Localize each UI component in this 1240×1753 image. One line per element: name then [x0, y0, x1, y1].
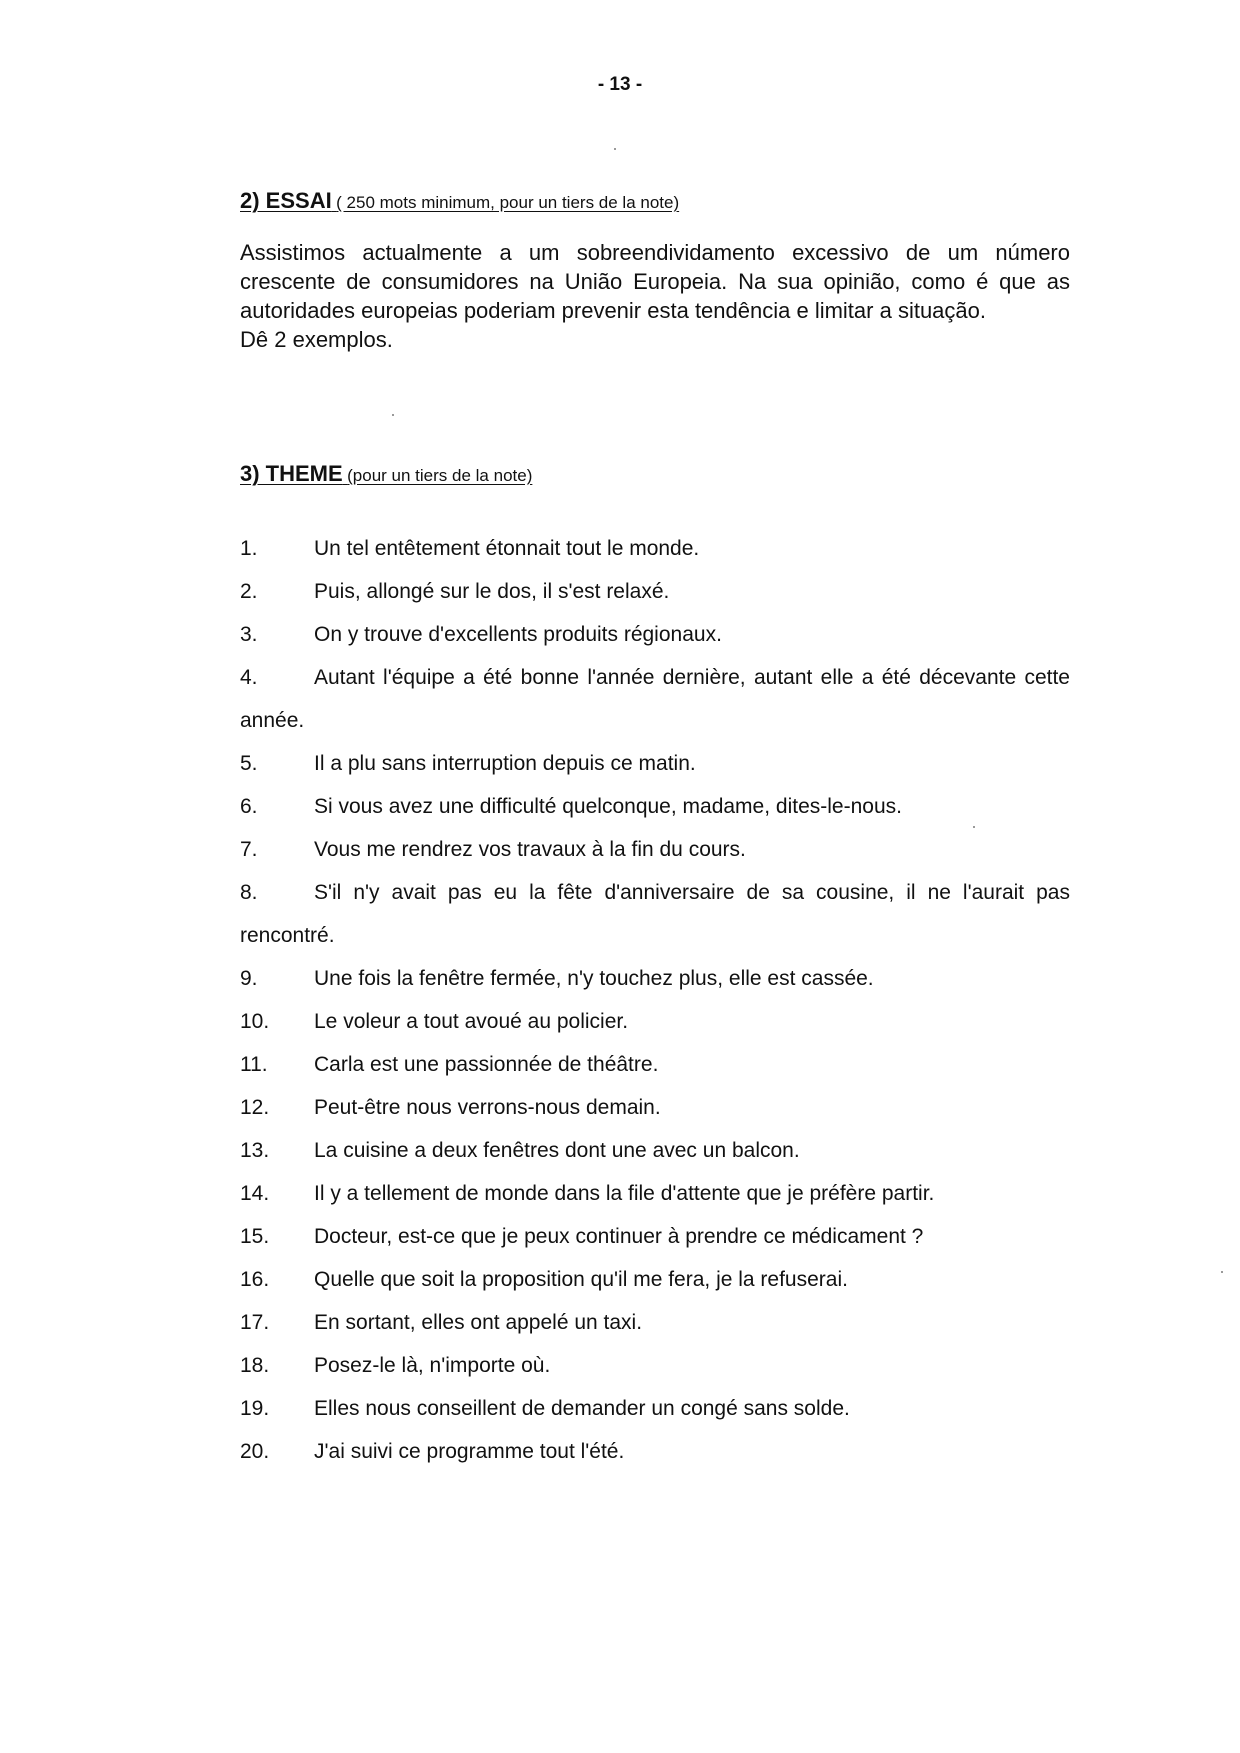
sentence-item: [240, 1215, 1070, 1258]
sentence-item: [240, 1086, 1070, 1129]
sentence-number: 4.: [240, 666, 258, 689]
sentence-number: 10.: [240, 1010, 270, 1033]
sentence-item: [240, 871, 1070, 957]
sentence-item: [240, 1172, 1070, 1215]
sentence-number: 18.: [240, 1354, 270, 1377]
sentence-text: Posez-le là, n'importe où.: [314, 1354, 551, 1377]
sentence-text: On y trouve d'excellents produits régionaux.: [314, 623, 722, 646]
theme-title: 3) THEME: [240, 461, 343, 486]
sentence-item: [240, 1301, 1070, 1344]
sentence-item: [240, 742, 1070, 785]
sentence-text: Il a plu sans interruption depuis ce matin.: [314, 752, 696, 775]
sentence-number: 9.: [240, 967, 258, 990]
scan-speck: [1221, 1271, 1223, 1273]
scan-speck: [392, 414, 394, 416]
essai-subtitle: ( 250 mots minimum, pour un tiers de la note): [336, 193, 680, 212]
sentence-item: [240, 957, 1070, 1000]
sentence-item: [240, 527, 1070, 570]
sentence-number: 1.: [240, 537, 258, 560]
scan-speck: [614, 148, 616, 150]
sentence-number: 14.: [240, 1182, 270, 1205]
sentence-number: 19.: [240, 1397, 270, 1420]
sentence-text: Si vous avez une difficulté quelconque, madame, dites-le-nous.: [314, 795, 902, 818]
sentence-item: [240, 1129, 1070, 1172]
sentence-number: 15.: [240, 1225, 270, 1248]
essai-instruction: Dê 2 exemplos.: [240, 327, 393, 352]
sentence-text: Le voleur a tout avoué au policier.: [314, 1010, 629, 1033]
essai-heading: [240, 188, 679, 214]
sentence-text: Docteur, est-ce que je peux continuer à prendre ce médicament ?: [314, 1225, 924, 1248]
theme-subtitle: (pour un tiers de la note): [347, 466, 533, 485]
sentence-text: Puis, allongé sur le dos, il s'est relaxé.: [314, 580, 670, 603]
sentence-item: [240, 1344, 1070, 1387]
sentence-text: Une fois la fenêtre fermée, n'y touchez plus, elle est cassée.: [314, 967, 874, 990]
essai-question: Assistimos actualmente a um sobreendividamento excessivo de um número crescente de consumidores na União Europeia. Na sua opinião, como é que as autoridades europeias poderiam prevenir esta tendência e limitar a situação.: [240, 240, 1070, 323]
sentence-number: 5.: [240, 752, 258, 775]
sentence-number: 8.: [240, 881, 258, 904]
sentence-text: Vous me rendrez vos travaux à la fin du cours.: [314, 838, 746, 861]
sentence-item: [240, 785, 1070, 828]
sentence-text: J'ai suivi ce programme tout l'été.: [314, 1440, 625, 1463]
sentence-item: [240, 1043, 1070, 1086]
sentence-item: [240, 1258, 1070, 1301]
essai-body: [240, 238, 1070, 354]
sentence-text: Carla est une passionnée de théâtre.: [314, 1053, 659, 1076]
sentence-number: 17.: [240, 1311, 270, 1334]
sentence-item: [240, 1387, 1070, 1430]
sentence-number: 11.: [240, 1053, 268, 1076]
sentence-number: 13.: [240, 1139, 270, 1162]
sentence-text: S'il n'y avait pas eu la fête d'anniversaire de sa cousine, il ne l'aurait pas rencontré.: [240, 881, 1070, 947]
sentence-text: Peut-être nous verrons-nous demain.: [314, 1096, 661, 1119]
sentence-text: Un tel entêtement étonnait tout le monde.: [314, 537, 700, 560]
sentence-item: [240, 570, 1070, 613]
sentence-number: 20.: [240, 1440, 270, 1463]
essai-title: 2) ESSAI: [240, 188, 332, 213]
sentence-number: 7.: [240, 838, 258, 861]
sentence-number: 2.: [240, 580, 258, 603]
sentence-text: Autant l'équipe a été bonne l'année dernière, autant elle a été décevante cette année.: [240, 666, 1070, 732]
sentence-item: [240, 1430, 1070, 1473]
sentence-text: En sortant, elles ont appelé un taxi.: [314, 1311, 643, 1334]
sentence-text: Elles nous conseillent de demander un congé sans solde.: [314, 1397, 850, 1420]
page-number: - 13 -: [597, 74, 643, 95]
scan-speck: [973, 826, 975, 828]
sentence-number: 16.: [240, 1268, 270, 1291]
sentence-item: [240, 613, 1070, 656]
theme-heading: [240, 461, 532, 487]
sentence-text: Quelle que soit la proposition qu'il me fera, je la refuserai.: [314, 1268, 848, 1291]
theme-sentence-list: [240, 527, 1070, 1473]
sentence-text: Il y a tellement de monde dans la file d'attente que je préfère partir.: [314, 1182, 935, 1205]
sentence-item: [240, 656, 1070, 742]
sentence-number: 6.: [240, 795, 258, 818]
sentence-text: La cuisine a deux fenêtres dont une avec un balcon.: [314, 1139, 800, 1162]
sentence-item: [240, 1000, 1070, 1043]
sentence-number: 3.: [240, 623, 258, 646]
sentence-number: 12.: [240, 1096, 270, 1119]
sentence-item: [240, 828, 1070, 871]
